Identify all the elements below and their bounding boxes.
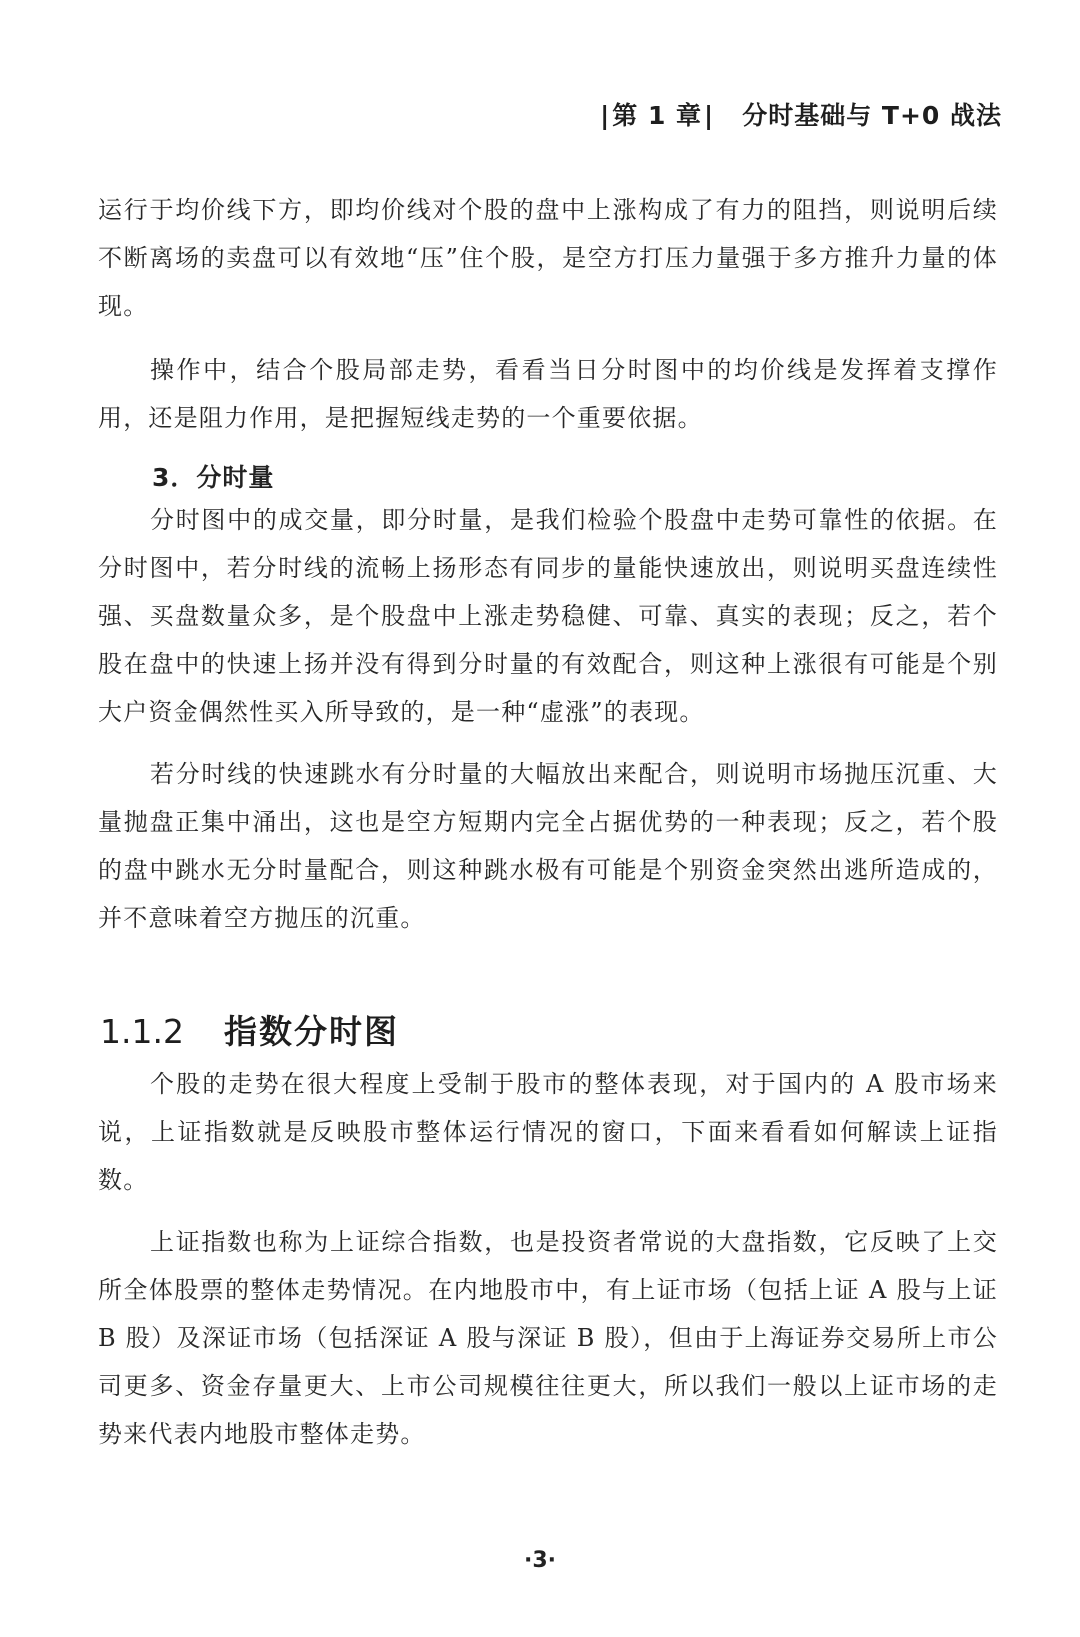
section-number: 1.1.2 [100,1012,184,1051]
header-chapter: 第 1 章 [612,101,703,130]
header-separator-right: | [704,101,715,130]
paragraph-volume-1: 分时图中的成交量，即分时量，是我们检验个股盘中走势可靠性的依据。在分时图中，若分时线的流畅上扬形态有同步的量能快速放出，则说明买盘连续性强、买盘数量众多，是个股盘中上涨走势稳健、可靠、真实的表现；反之，若个股在盘中的快速上扬并没有得到分时量的有效配合，则这种上涨很有可能是个别大户资金偶然性买入所导致的，是一种“虚涨”的表现。 [98,506,998,726]
page-number: ·3· [523,1548,557,1573]
paragraph-index-1: 个股的走势在很大程度上受制于股市的整体表现，对于国内的 A 股市场来说，上证指数就是反映股市整体运行情况的窗口，下面来看看如何解读上证指数。 [98,1070,998,1194]
section-heading [100,1006,399,1053]
section-title: 指数分时图 [223,1012,399,1051]
running-header [598,96,1002,132]
paragraph-continued: 运行于均价线下方，即均价线对个股的盘中上涨构成了有力的阻挡，则说明后续不断离场的卖盘可以有效地“压”住个股，是空方打压力量强于多方推升力量的体现。 [98,196,998,320]
top-text-block [98,186,998,442]
paragraph-index-2: 上证指数也称为上证综合指数，也是投资者常说的大盘指数，它反映了上交所全体股票的整体走势情况。在内地股市中，有上证市场（包括上证 A 股与上证 B 股）及深证市场（包括深证 A 股与深证 B 股），但由于上海证券交易所上市公司更多、资金存量更大、上市公司规模往往更大，所以我们一般以上证市场的走势来代表内地股市整体走势。 [98,1228,998,1448]
paragraph-operation: 操作中，结合个股局部走势，看看当日分时图中的均价线是发挥着支撑作用，还是阻力作用，是把握短线走势的一个重要依据。 [98,356,998,432]
paragraph-volume-2: 若分时线的快速跳水有分时量的大幅放出来配合，则说明市场抛压沉重、大量抛盘正集中涌出，这也是空方短期内完全占据优势的一种表现；反之，若个股的盘中跳水无分时量配合，则这种跳水极有可能是个别资金突然出逃所造成的，并不意味着空方抛压的沉重。 [98,760,998,932]
header-separator-left: | [600,101,611,130]
header-chapter-title: 分时基础与 T+0 战法 [742,101,1002,130]
middle-text-block [98,496,998,942]
subsection-heading: 3．分时量 [152,463,275,492]
bottom-text-block [98,1060,998,1458]
